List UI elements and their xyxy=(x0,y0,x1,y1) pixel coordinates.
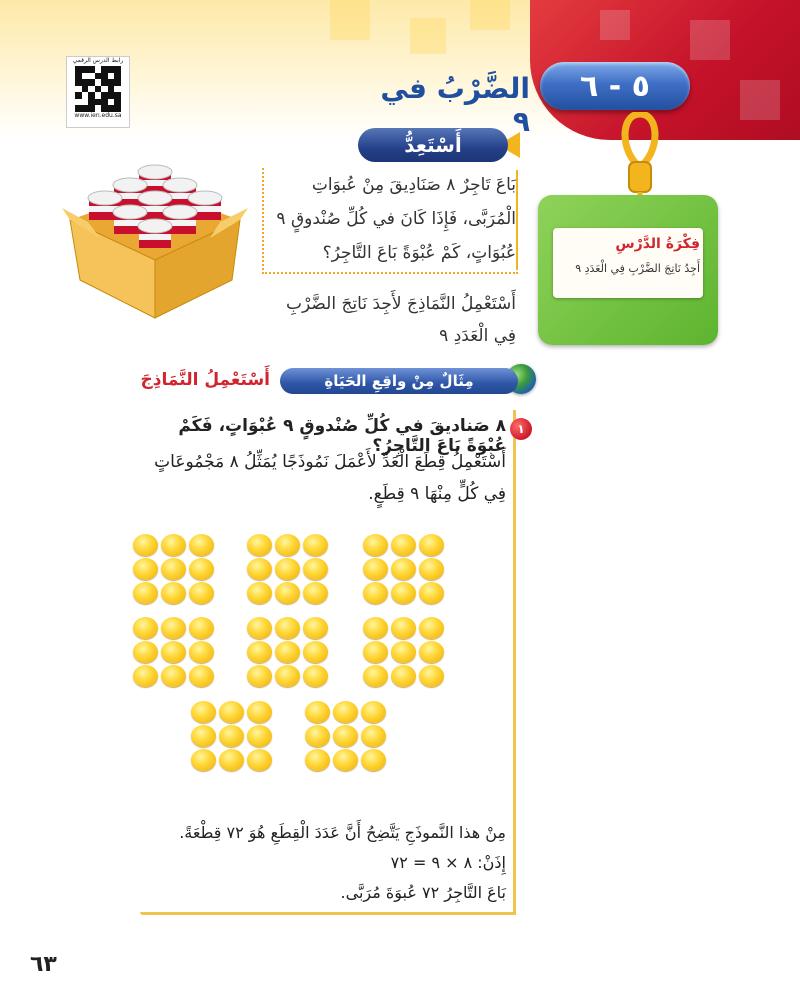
counter-chip xyxy=(305,749,330,771)
counter-chip xyxy=(333,725,358,747)
counter-chip xyxy=(133,534,158,556)
counter-chip xyxy=(161,582,186,604)
counter-chip xyxy=(303,558,328,580)
counter-chip xyxy=(391,641,416,663)
counter-chip xyxy=(419,558,444,580)
counter-chip xyxy=(133,582,158,604)
qr-label: رابط الدرس الرقمي xyxy=(72,57,124,64)
counter-chip xyxy=(361,749,386,771)
decor-tile xyxy=(740,80,780,120)
counter-chip xyxy=(363,665,388,687)
counter-chip xyxy=(419,641,444,663)
counter-chip xyxy=(247,701,272,723)
lesson-number-badge xyxy=(540,62,690,110)
example-number-badge xyxy=(510,418,532,440)
counter-chip xyxy=(303,665,328,687)
lesson-title: الضَّرْبُ في ٩ xyxy=(380,72,530,138)
example-number: ١ xyxy=(517,422,525,436)
counter-group xyxy=(246,534,328,604)
counter-chip xyxy=(247,617,272,639)
counter-group xyxy=(132,534,214,604)
counter-chip xyxy=(333,701,358,723)
counter-chip xyxy=(189,534,214,556)
counter-chip xyxy=(191,701,216,723)
counter-chip xyxy=(363,617,388,639)
qr-code-icon xyxy=(75,66,121,112)
example-banner xyxy=(280,368,518,394)
counter-chip xyxy=(391,617,416,639)
counter-chip xyxy=(275,534,300,556)
counter-chip xyxy=(161,665,186,687)
counter-chip xyxy=(161,641,186,663)
qr-url: www.ien.edu.sa xyxy=(74,112,122,119)
counter-chip xyxy=(161,558,186,580)
counter-chip xyxy=(247,558,272,580)
counter-chip xyxy=(189,617,214,639)
model-text: أَسْتَعْمِلُ النَّمَاذِجَ لأَجِدَ نَاتِجَ الضَّرْبِ فِي الْعَدَدِ ٩ xyxy=(286,294,516,346)
get-ready-banner xyxy=(358,128,508,162)
counter-chip xyxy=(275,665,300,687)
lesson-idea-text: أَجِدُ نَاتِجَ الضَّرْبِ فِي الْعَدَدِ ٩ xyxy=(575,262,700,275)
qr-code-box[interactable] xyxy=(66,56,130,128)
conclusion-line-2: إِذَنْ: ٨ × ٩ = ٧٢ xyxy=(390,853,506,872)
counter-chip xyxy=(391,582,416,604)
counter-chip xyxy=(189,582,214,604)
counter-chip xyxy=(303,641,328,663)
decor-tile xyxy=(600,10,630,40)
counter-chip xyxy=(275,582,300,604)
decor-tile xyxy=(690,20,730,60)
counter-chip xyxy=(161,617,186,639)
counter-chip xyxy=(189,641,214,663)
counter-group xyxy=(132,617,214,687)
counter-chip xyxy=(391,534,416,556)
decor-tile xyxy=(330,0,370,40)
example-label: مِثَالٌ مِنْ واقِعِ الحَيَاةِ xyxy=(324,372,474,390)
counter-chip xyxy=(275,641,300,663)
counter-chip xyxy=(191,725,216,747)
counter-chip xyxy=(275,558,300,580)
example-instruction: أَسْتَعْمِلُ قِطَعَ الْعَدِّ لأَعْمَلَ نَمُوذَجًا يُمَثِّلُ ٨ مَجْمُوعَاتٍ فِي كُلٍّ مِنْهَا ٩ قِطَعٍ. xyxy=(154,452,506,504)
example-frame-bottom xyxy=(140,912,516,915)
counter-chip xyxy=(133,617,158,639)
counter-chip xyxy=(391,558,416,580)
counter-chip xyxy=(419,582,444,604)
counter-group xyxy=(190,701,272,771)
counter-chip xyxy=(361,701,386,723)
counter-chip xyxy=(133,641,158,663)
counter-chip xyxy=(191,749,216,771)
decor-tile xyxy=(410,18,446,54)
get-ready-text: بَاعَ تَاجِرٌ ٨ صَنَادِيقَ مِنْ عُبوَاتِ الْمُرَبَّى، فَإِذَا كَانَ في كُلِّ صُنْدوقٍ ٩ عُبُوَاتٍ، كَمْ عُبْوَةً بَاعَ التَّاجِرُ؟ xyxy=(276,175,516,263)
counter-chip xyxy=(303,534,328,556)
counter-chip xyxy=(391,665,416,687)
counter-chip xyxy=(189,558,214,580)
conclusion xyxy=(170,818,506,908)
jar-icon xyxy=(138,219,172,248)
counter-chip xyxy=(305,701,330,723)
counter-group xyxy=(304,701,386,771)
example-frame xyxy=(513,410,516,915)
counter-chip xyxy=(363,558,388,580)
counter-chip xyxy=(133,558,158,580)
counter-chip xyxy=(133,665,158,687)
counter-chip xyxy=(219,725,244,747)
counter-chip xyxy=(275,617,300,639)
counter-chip xyxy=(219,749,244,771)
conclusion-line-1: مِنْ هذا النَّموذَجِ يَتَّضِحُ أَنَّ عَدَدَ الْقِطَعِ هُوَ ٧٢ قِطْعَةً. xyxy=(179,823,506,842)
counter-chip xyxy=(419,617,444,639)
counter-chip xyxy=(247,641,272,663)
conclusion-line-3: بَاعَ التَّاجِرُ ٧٢ عُبوَةَ مُرَبَّى. xyxy=(340,883,506,902)
counter-chip xyxy=(219,701,244,723)
counter-chip xyxy=(161,534,186,556)
counter-chip xyxy=(303,582,328,604)
lesson-number: ٥ - ٦ xyxy=(580,68,650,104)
counter-chip xyxy=(247,725,272,747)
counter-chip xyxy=(247,749,272,771)
decor-tile xyxy=(470,0,510,30)
get-ready-label: أَسْتَعِدُّ xyxy=(404,133,462,157)
counter-chip xyxy=(363,582,388,604)
counter-chip xyxy=(419,665,444,687)
counter-chip xyxy=(247,665,272,687)
use-models-label: أَسْتَعْمِلُ النَّمَاذِجَ xyxy=(140,370,270,390)
example-question: ٨ صَناديقَ في كُلِّ صُنْدوقٍ ٩ عُبْوَاتٍ، فَكَمْ عُبْوَةً بَاعَ التَّاجِرُ؟ xyxy=(178,416,506,456)
counter-group xyxy=(362,617,444,687)
counter-chip xyxy=(305,725,330,747)
counter-chip xyxy=(189,665,214,687)
counter-chip xyxy=(247,534,272,556)
counter-chip xyxy=(333,749,358,771)
counter-group xyxy=(246,617,328,687)
page-number: ٦٣ xyxy=(30,952,57,977)
jar-box-illustration xyxy=(60,150,250,320)
counter-chip xyxy=(303,617,328,639)
counter-chip xyxy=(363,641,388,663)
counter-chip xyxy=(361,725,386,747)
counter-chip xyxy=(247,582,272,604)
counter-group xyxy=(362,534,444,604)
counter-chip xyxy=(363,534,388,556)
lesson-idea-title: فِكْرَةُ الدَّرْسِ xyxy=(615,236,700,252)
counter-chip xyxy=(419,534,444,556)
